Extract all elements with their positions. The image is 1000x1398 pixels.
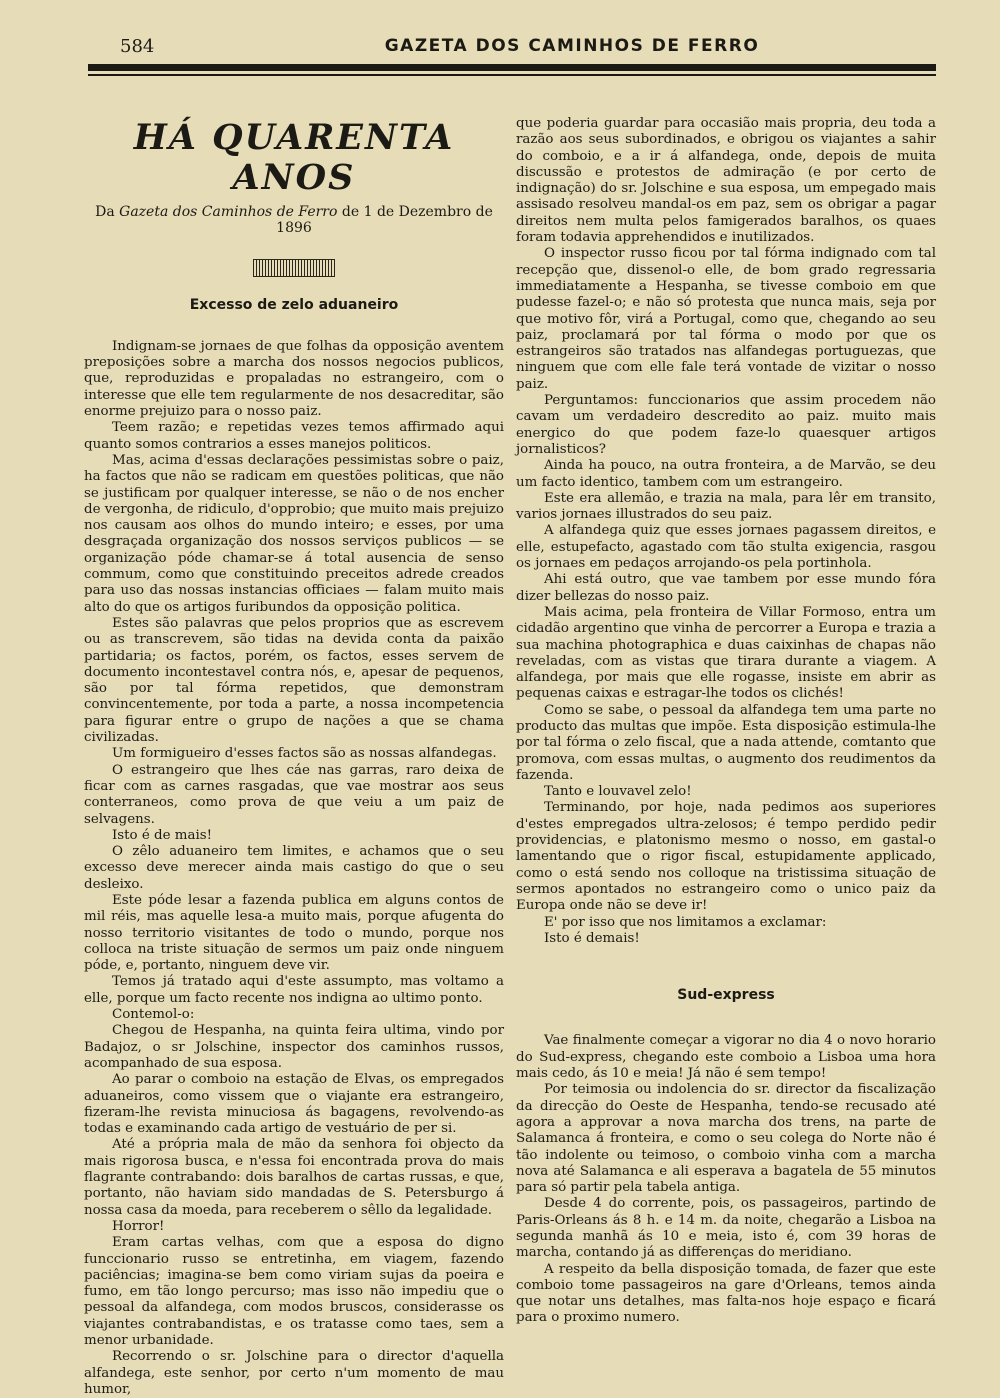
section-title: HÁ QUARENTA ANOS: [133, 117, 455, 198]
page-number: 584: [120, 36, 155, 57]
paragraph: Vae finalmente começar a vigorar no dia 4 o novo horario do Sud-express, chegando este comboio a Lisboa uma hora mais cedo, ás 10 e meia! Já não é sem tempo!: [516, 1033, 936, 1082]
paragraph: Terminando, por hoje, nada pedimos aos superiores d'estes empregados ultra-zelosos; é tempo perdido pedir providencias, e platonismo mesmo o nosso, em gastal-o lamentando que o rigor fiscal, estupidamente applicado, como o está sendo nos colloque na tristissima situação de sermos apontados no estrangeiro como o unico paiz da Europa onde não se deve ir!: [516, 800, 936, 914]
paragraph: Isto é de mais!: [112, 827, 213, 843]
paragraph: Mas, acima d'essas declarações pessimistas sobre o paiz, ha factos que não se radicam em questões politicas, que não se justificam por qualquer interesse, se não o de nos encher de vergonha, de ridiculo, d'opprobio; que muito mais prejuizo nos causam aos olhos do mundo inteiro; e esses, por uma desgraçada organização dos nossos serviços publicos — se organização póde chamar-se á total ausencia de senso commum, como que constituindo preceitos adrede creados para uso das nossas instancias officiaes — falam muito mais alto do que os artigos furibundos da opposição politica.: [84, 452, 504, 615]
paragraph: Chegou de Hespanha, na quinta feira ultima, vindo por Badajoz, o sr Jolschine, inspector dos caminhos russos, acompanhado de sua esposa.: [84, 1023, 504, 1071]
subtitle-suffix: de 1 de Dezembro de 1896: [276, 204, 493, 237]
article-title-sud-express: Sud-express: [677, 987, 775, 1004]
paragraph: Contemol-o:: [112, 1007, 195, 1023]
paragraph: Ao parar o comboio na estação de Elvas, os empregados aduaneiros, como vissem que o viajante era estrangeiro, fizeram-lhe revista minuciosa ás bagagens, revolvendo-as todas e examinando cada artigo de vestuário de per si.: [84, 1072, 504, 1137]
left-column: [84, 118, 504, 1398]
article-body-continued: [516, 116, 936, 947]
paragraph: Horror!: [112, 1218, 165, 1234]
paragraph: Um formigueiro d'esses factos são as nossas alfandegas.: [112, 746, 497, 762]
paragraph: Perguntamos: funccionarios que assim procedem não cavam um verdadeiro descredito ao paiz. muito mais energico do que podem faze-lo quaesquer artigos jornalisticos?: [516, 393, 936, 457]
article-body-sud-express: [516, 1033, 936, 1326]
paragraph: Este era allemão, e trazia na mala, para lêr em transito, varios jornaes illustrados do seu paiz.: [516, 490, 936, 523]
paragraph: que poderia guardar para occasião mais propria, deu toda a razão aos seus subordinados, e obrigou os viajantes a sahir do comboio, e a ir á alfandega, onde, depois de muita discussão e protestos de admiração (e por certo de indignação) do sr. Jolschine e sua esposa, um empegado mais assisado resolveu mandal-os em paz, sem os obrigar a pagar direitos nem multa pelos famigerados baralhos, os quaes foram todavia apprehendidos e inutilizados.: [516, 116, 936, 246]
paragraph: O inspector russo ficou por tal fórma indignado com tal recepção que, dissenol-o elle, de bom grado regressaria immediatamente a Hespanha, se tivesse comboio em que pudesse fazel-o; e não só protesta que nunca mais, seja por que motivo fôr, virá a Portugal, como que, chegando ao seu paiz, proclamará por tal fórma o modo por que os estrangeiros são tratados nas alfandegas portuguezas, que ninguem que com elle fale terá vontade de vizitar o nosso paiz.: [516, 246, 936, 392]
paragraph: Temos já tratado aqui d'este assumpto, mas voltamo a elle, porque um facto recente nos indigna ao ultimo ponto.: [84, 974, 504, 1006]
section-subtitle: [84, 204, 504, 237]
paragraph: Indignam-se jornaes de que folhas da opposição aventem preposições sobre a marcha dos nossos negocios publicos, que, reproduzidas e propaladas no estrangeiro, com o interesse que elle tem regularmente de nos desacreditar, são enorme prejuizo para o nosso paiz.: [84, 338, 504, 420]
paragraph: Isto é demais!: [544, 930, 640, 946]
paragraph: Recorrendo o sr. Jolschine para o director d'aquella alfandega, este senhor, por certo n'um momento de mau humor,: [84, 1349, 504, 1397]
article-body: [84, 339, 504, 1398]
paragraph: Eram cartas velhas, com que a esposa do digno funccionario russo se entretinha, em viagem, fazendo paciências; imagina-se bem como viriam sujas da poeira e fumo, em tão longo percurso; mas isso não impediu que o pessoal da alfandega, com modos bruscos, considerasse os viajantes contrabandistas, e os tratasse como taes, sem a menor urbanidade.: [84, 1235, 504, 1348]
header-rule: [88, 64, 936, 71]
paragraph: O zêlo aduaneiro tem limites, e achamos que o seu excesso deve merecer ainda mais castigo do que o seu desleixo.: [84, 844, 504, 892]
page-header: [88, 36, 936, 60]
paragraph: Desde 4 do corrente, pois, os passageiros, partindo de Paris-Orleans ás 8 h. e 14 m. da noite, chegarão a Lisboa na segunda manhã ás 10 e meia, isto é, com 39 horas de marcha, contando já as differenças do meridiano.: [516, 1196, 936, 1261]
paragraph: E' por isso que nos limitamos a exclamar:: [544, 914, 827, 930]
paragraph: Mais acima, pela fronteira de Villar Formoso, entra um cidadão argentino que vinha de percorrer a Europa e trazia a sua machina photographica e duas caixinhas de chapas não reveladas, com as vistas que tirara durante a viagem. A alfandega, por mais que elle rogasse, insiste em abrir as pequenas caixas e estragar-lhe todos os clichés!: [516, 604, 936, 702]
ornament-divider: [253, 259, 335, 277]
paragraph: A alfandega quiz que esses jornaes pagassem direitos, e elle, estupefacto, agastado com tão stulta exigencia, rasgou os jornaes em pedaços arrojando-os pela portinhola.: [516, 523, 936, 572]
paragraph: Teem razão; e repetidas vezes temos affirmado aqui quanto somos contrarios a esses manejos politicos.: [84, 420, 504, 452]
paragraph: Por teimosia ou indolencia do sr. director da fiscalização da direcção do Oeste de Hespanha, tendo-se recusado até agora a approvar a nova marcha dos trens, na parte de Salamanca á fronteira, e como o seu colega do Norte não é tão indolente ou teimoso, o comboio vinha com a marcha nova até Salamanca e ali esperava a bagatela de 55 minutos para só partir pela tabela antiga.: [516, 1082, 936, 1196]
paragraph: A respeito da bella disposição tomada, de fazer que este comboio tome passageiros na gare d'Orleans, temos ainda que notar uns detalhes, mas falta-nos hoje espaço e ficará para o proximo numero.: [516, 1261, 936, 1326]
subtitle-prefix: Da: [95, 204, 120, 220]
paragraph: Este póde lesar a fazenda publica em alguns contos de mil réis, mas aquelle lesa-a muito mais, porque afugenta do nosso territorio visitantes de todo o mundo, porque nos colloca na triste situação de sermos um paiz onde ninguem póde, e, portanto, ninguem deve vir.: [84, 892, 504, 974]
subtitle-source: Gazeta dos Caminhos de Ferro: [119, 204, 338, 220]
journal-title: GAZETA DOS CAMINHOS DE FERRO: [384, 36, 760, 56]
paragraph: Tanto e louvavel zelo!: [544, 784, 692, 800]
paragraph: Até a própria mala de mão da senhora foi objecto da mais rigorosa busca, e n'essa foi encontrada prova do mais flagrante contrabando: dois baralhos de cartas russas, e que, portanto, não haviam sido mandadas de S. Petersburgo á nossa casa da moeda, para receberem o sêllo da legalidade.: [84, 1137, 504, 1218]
paragraph: Ahi está outro, que vae tambem por esse mundo fóra dizer bellezas do nosso paiz.: [516, 572, 936, 604]
header-rule-thin: [88, 74, 936, 76]
right-column: [516, 116, 936, 1327]
article-title: Excesso de zelo aduaneiro: [189, 296, 399, 313]
paragraph: Estes são palavras que pelos proprios que as escrevem ou as transcrevem, são tidas na devida conta da paixão partidaria; os factos, porém, os factos, esses servem de documento incontestavel contra nós, e, apesar de pequenos, são por tal fórma repetidos, que demonstram convincentemente, por toda a parte, a nossa incompetencia para figurar entre o grupo de nações a que se chama civilizadas.: [84, 615, 504, 746]
paragraph: Como se sabe, o pessoal da alfandega tem uma parte no producto das multas que impõe. Esta disposição estimula-lhe por tal fórma o zelo fiscal, que a nada attende, comtanto que promova, com essas multas, o augmento dos reudimentos da fazenda.: [516, 702, 936, 783]
paragraph: O estrangeiro que lhes cáe nas garras, raro deixa de ficar com as carnes rasgadas, que vae mostrar aos seus conterraneos, como prova de que veiu a um paiz de selvagens.: [84, 762, 504, 827]
paragraph: Ainda ha pouco, na outra fronteira, a de Marvão, se deu um facto identico, tambem com um estrangeiro.: [516, 458, 936, 490]
